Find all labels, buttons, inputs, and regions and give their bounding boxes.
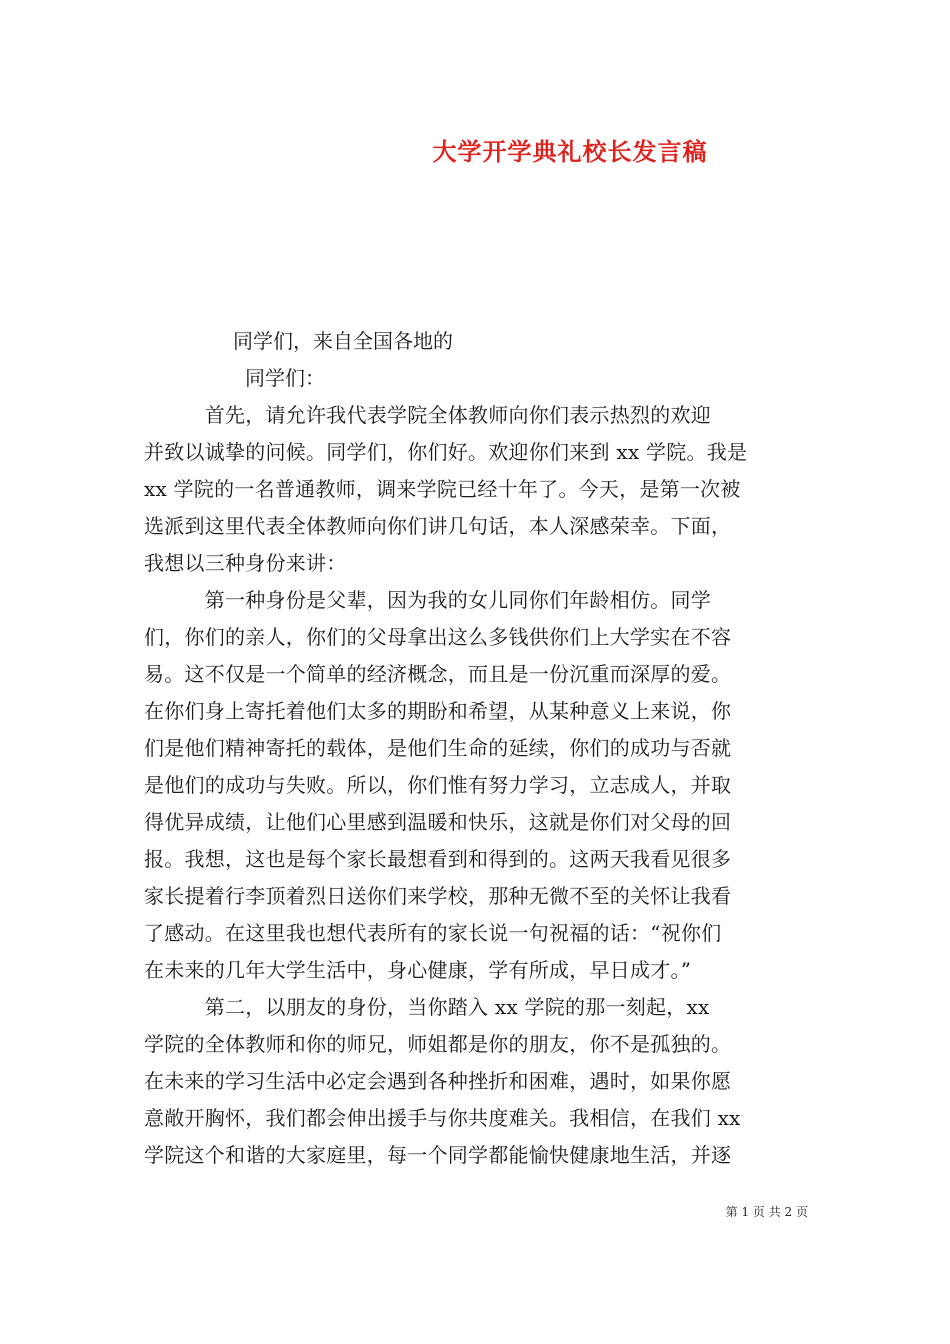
text-line: 意敞开胸怀，我们都会伸出援手与你共度难关。我相信，在我们 xx — [144, 1106, 741, 1130]
text-line: 在未来的学习生活中必定会遇到各种挫折和困难，遇时，如果你愿 — [144, 1069, 732, 1093]
text-line: 第二，以朋友的身份，当你踏入 xx 学院的那一刻起，xx — [144, 995, 710, 1019]
text-line: xx 学院的一名普通教师，调来学院已经十年了。今天，是第一次被 — [144, 477, 741, 501]
text-line: 了感动。在这里我也想代表所有的家长说一句祝福的话：“祝你们 — [144, 921, 722, 945]
text-line: 选派到这里代表全体教师向你们讲几句话，本人深感荣幸。下面， — [144, 514, 732, 538]
greeting-line-1: 同学们，来自全国各地的 — [233, 329, 453, 353]
page-footer: 第 1 页 共 2 页 — [725, 1205, 808, 1219]
text-line: 家长提着行李顶着烈日送你们来学校，那种无微不至的关怀让我看 — [144, 884, 732, 908]
text-line: 易。这不仅是一个简单的经济概念，而且是一份沉重而深厚的爱。 — [144, 662, 732, 686]
text-line: 报。我想，这也是每个家长最想看到和得到的。这两天我看见很多 — [144, 847, 732, 871]
document-title: 大学开学典礼校长发言稿 — [432, 137, 708, 166]
text-line: 在未来的几年大学生活中，身心健康，学有所成，早日成才。” — [144, 958, 692, 982]
text-line: 学院的全体教师和你的师兄，师姐都是你的朋友，你不是孤独的。 — [144, 1032, 732, 1056]
text-line: 在你们身上寄托着他们太多的期盼和希望，从某种意义上来说，你 — [144, 699, 732, 723]
text-line: 们，你们的亲人，你们的父母拿出这么多钱供你们上大学实在不容 — [144, 625, 732, 649]
greeting-line-2: 同学们： — [245, 366, 325, 390]
text-line: 第一种身份是父辈，因为我的女儿同你们年龄相仿。同学 — [144, 588, 711, 612]
text-line: 并致以诚挚的问候。同学们，你们好。欢迎你们来到 xx 学院。我是 — [144, 440, 748, 464]
text-line: 得优异成绩，让他们心里感到温暖和快乐，这就是你们对父母的回 — [144, 810, 732, 834]
text-line: 首先，请允许我代表学院全体教师向你们表示热烈的欢迎 — [144, 403, 711, 427]
text-line: 我想以三种身份来讲： — [144, 551, 347, 575]
text-line: 学院这个和谐的大家庭里，每一个同学都能愉快健康地生活，并逐 — [144, 1143, 732, 1167]
text-line: 们是他们精神寄托的载体，是他们生命的延续，你们的成功与否就 — [144, 736, 732, 760]
text-line: 是他们的成功与失败。所以，你们惟有努力学习，立志成人，并取 — [144, 773, 732, 797]
